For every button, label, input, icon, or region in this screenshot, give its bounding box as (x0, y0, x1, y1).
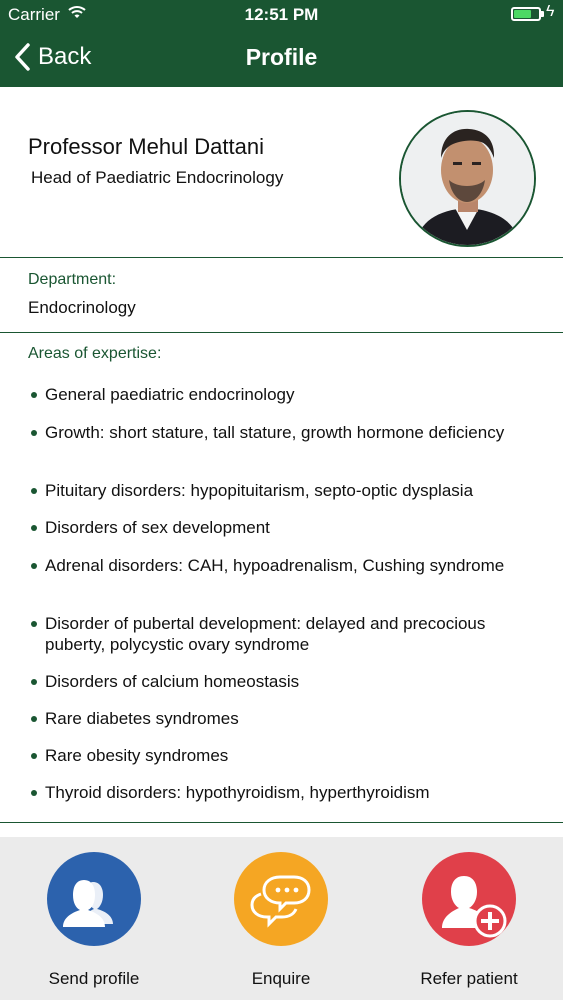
list-item (28, 782, 538, 803)
battery-level (514, 10, 531, 18)
bullet-icon (31, 716, 37, 722)
list-item (28, 671, 538, 692)
enquire-button[interactable] (181, 852, 381, 992)
chat-bubbles-icon (234, 852, 328, 946)
list-item-text: General paediatric endocrinology (45, 385, 295, 404)
bullet-icon (31, 430, 37, 436)
list-item-text: Thyroid disorders: hypothyroidism, hyperthyroidism (45, 783, 430, 802)
department-label: Department: (28, 271, 117, 288)
list-item-text: Disorders of calcium homeostasis (45, 672, 300, 691)
bullet-icon (31, 488, 37, 494)
page-title: Profile (245, 44, 318, 70)
navigation-bar (0, 0, 563, 87)
back-label: Back (38, 43, 92, 70)
send-profile-circle (47, 852, 141, 946)
department-value: Endocrinology (28, 298, 136, 317)
expertise-label: Areas of expertise: (28, 345, 162, 362)
list-item (28, 480, 538, 501)
carrier-label: Carrier (8, 5, 60, 24)
bullet-icon (31, 790, 37, 796)
battery-icon (511, 7, 541, 21)
list-item (28, 384, 538, 405)
enquire-circle (234, 852, 328, 946)
status-bar (0, 0, 563, 30)
charging-bolt-icon: ϟ (546, 3, 555, 20)
list-item-text: Adrenal disorders: CAH, hypoadrenalism, Cushing syndrome (45, 556, 505, 575)
list-item (28, 517, 538, 538)
bullet-icon (31, 563, 37, 569)
list-item (28, 745, 538, 766)
list-item-text: Pituitary disorders: hypopituitarism, septo-optic dysplasia (45, 481, 474, 500)
list-item-text: Disorder of pubertal development: delayed and precocious puberty, polycystic ovary syndrome (45, 614, 486, 654)
profile-role: Head of Paediatric Endocrinology (31, 168, 284, 187)
refer-patient-circle (422, 852, 516, 946)
users-icon (47, 852, 141, 946)
section-divider (0, 257, 563, 258)
list-item (28, 422, 538, 443)
bullet-icon (31, 753, 37, 759)
bullet-icon (31, 392, 37, 398)
list-item (28, 613, 538, 655)
list-item-text: Rare diabetes syndromes (45, 709, 239, 728)
section-divider (0, 822, 563, 823)
bullet-icon (31, 621, 37, 627)
profile-name: Professor Mehul Dattani (28, 134, 264, 159)
send-profile-label: Send profile (48, 969, 140, 988)
refer-patient-button[interactable] (369, 852, 563, 992)
status-time: 12:51 PM (244, 5, 319, 24)
avatar (399, 110, 536, 247)
enquire-label: Enquire (251, 969, 311, 988)
refer-patient-label: Refer patient (420, 969, 518, 988)
add-user-icon (422, 852, 516, 946)
list-item (28, 708, 538, 729)
bullet-icon (31, 679, 37, 685)
bullet-icon (31, 525, 37, 531)
section-divider (0, 332, 563, 333)
list-item-text: Growth: short stature, tall stature, growth hormone deficiency (45, 423, 505, 442)
list-item (28, 555, 538, 576)
send-profile-button[interactable] (0, 852, 194, 992)
battery-tip-icon (541, 11, 544, 17)
list-item-text: Rare obesity syndromes (45, 746, 229, 765)
list-item-text: Disorders of sex development (45, 518, 270, 537)
